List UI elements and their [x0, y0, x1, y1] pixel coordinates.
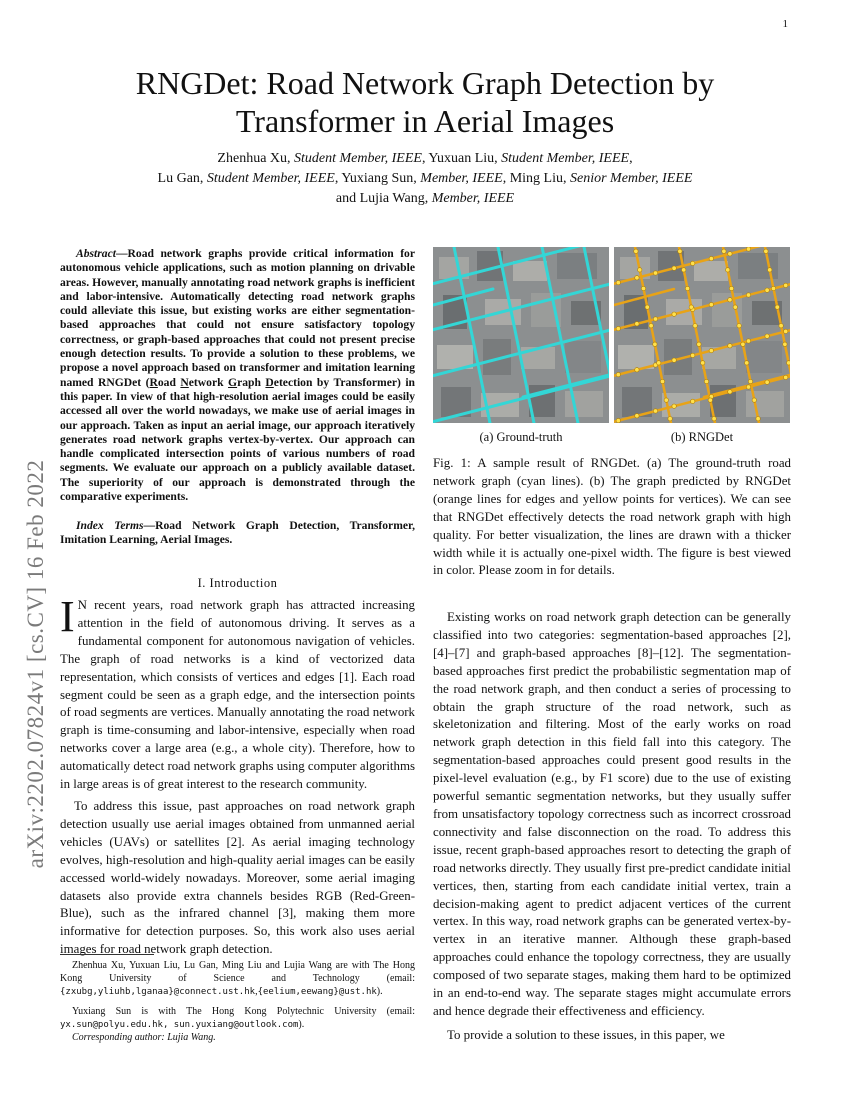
subcaption-b: (b) RNGDet [670, 430, 734, 444]
graph-vertex [691, 353, 695, 357]
aerial-image-ground-truth [433, 247, 609, 423]
graph-vertex [641, 286, 645, 290]
index-terms [60, 519, 415, 548]
graph-vertex [722, 249, 726, 253]
graph-vertex [701, 361, 705, 365]
graph-vertex [672, 358, 676, 362]
author-name: Zhenhua Xu [217, 151, 288, 166]
graph-vertex [660, 379, 664, 383]
footnote-affiliation-2: Yuxiang Sun is with The Hong Kong Polytechnic University (email: yx.sun@polyu.edu.hk, sun.yuxiang@outlook.com). [60, 1006, 415, 1030]
graph-vertex [691, 399, 695, 403]
title-line-2: Transformer in Aerial Images [235, 103, 615, 139]
intro-paragraph-2: To address this issue, past approaches on road network graph detection usually use aerial images obtained from unmanned aerial vehicles (UAVs) or satellites [2]. As aerial imaging technology evolves, high-resolution and high-quality aerial images can be easily accessed world-widely nowadays. Moreover, some aerial imaging datasets also provide extra channels besides RGB (Red-Green-Blue), such as the infrared channel [3], making them more informative for detection purposes. So, this work also uses aerial images for road network graph detection. [60, 799, 415, 957]
graph-vertex [745, 361, 749, 365]
intro-paragraph-1: I N recent years, road network graph has attracted increasing attention in the field of autonomous driving. It serves as a fundamental component for autonomous navigation of vehicles. The graph of road networks is a kind of vectorized data representation, which consists of vertices and edges [1]. Each road segment could be seen as a graph edge, and the intersection points of road segments are vertices. Manually annotating the road network graph is time-consuming and labor-intensive, especially when road networks cover a large area (e.g., a whole city). Therefore, how to automatically detect road network graphs using computer algorithms in large areas is of great interest to the research community. [60, 592, 415, 792]
graph-vertex [787, 361, 791, 365]
graph-vertex [697, 342, 701, 346]
graph-vertex [756, 417, 760, 421]
graph-vertex [638, 268, 642, 272]
graph-vertex [775, 305, 779, 309]
author-name: Yuxiang Sun [341, 171, 414, 186]
author-role: Senior Member, IEEE [569, 171, 693, 186]
graph-vertex [635, 276, 639, 280]
graph-vertex [712, 417, 716, 421]
graph-vertex [682, 268, 686, 272]
author-name: Yuxuan Liu [428, 151, 495, 166]
abstract-text: —Road network graphs provide critical information for autonomous vehicle applications, such as motion planning on drivable areas. However, manually annotating road network graphs is inefficient and labor-intensive. Automatically detecting road network graphs could alleviate this issue, but existing works are either segmentation-based approaches that could not ensure satisfactory topology correctness, or graph-based approaches that could not present precise enough detection results. To provide a solution to these problems, we propose a novel approach based on transformer and imitation learning named RNGDet ( [60, 247, 415, 389]
graph-vertex [771, 286, 775, 290]
graph-vertex [729, 286, 733, 290]
graph-vertex [726, 268, 730, 272]
arxiv-id: arXiv:2202.07824v1 [cs.CV] 16 Feb 2022 [23, 459, 48, 869]
graph-vertex [748, 379, 752, 383]
graph-vertex [645, 305, 649, 309]
author-role: Member, IEEE [431, 191, 515, 206]
graph-vertex [728, 390, 732, 394]
graph-vertex [635, 414, 639, 418]
index-terms-text: —Road Network Graph Detection, Transformer, Imitation Learning, Aerial Images. [60, 519, 415, 547]
author-name: Lu Gan [157, 171, 200, 186]
graph-vertex [728, 344, 732, 348]
graph-vertex [709, 348, 713, 352]
index-terms-label: Index Terms [76, 519, 144, 532]
author-role: Student Member, IEEE [501, 151, 630, 166]
graph-vertex [765, 288, 769, 292]
footnote-corresponding: Corresponding author: Lujia Wang. [72, 1032, 216, 1043]
author-name: and Lujia Wang [335, 191, 425, 206]
author-line-2: Lu Gan, Student Member, IEEE, Yuxiang Sun, Member, IEEE, Ming Liu, Senior Member, IEEE [157, 171, 693, 186]
author-role: Member, IEEE [420, 171, 503, 186]
author-line-1: Zhenhua Xu, Student Member, IEEE, Yuxuan Liu, Student Member, IEEE, [217, 151, 633, 166]
figure-ground-truth-image [433, 247, 609, 423]
graph-vertex [746, 339, 750, 343]
aerial-image-prediction [614, 247, 790, 423]
abstract-label: Abstract [76, 247, 116, 260]
graph-vertex [765, 380, 769, 384]
graph-vertex [693, 324, 697, 328]
graph-vertex [635, 322, 639, 326]
graph-vertex [746, 293, 750, 297]
graph-vertex [709, 302, 713, 306]
abstract-text-cont: by Transformer) in this paper. In view of that high-resolution aerial images could be easily accessed all over the world nowadays, we make use of aerial images in our approach. Taken as input an aerial image, our approach iteratively generates road network graphs vertex-by-vertex. Our approach can handle complicated intersection points of various numbers of road segments. We evaluate our approach on a publicly available dataset. The superiority of our approach is demonstrated through the comparative experiments. [60, 375, 416, 504]
graph-vertex [634, 249, 638, 253]
graph-vertex [616, 372, 620, 376]
section-heading: I. Introduction [197, 576, 278, 590]
graph-vertex [779, 324, 783, 328]
graph-vertex [668, 417, 672, 421]
graph-vertex [709, 256, 713, 260]
right-paragraph-2: To provide a solution to these issues, in this paper, we [447, 1028, 725, 1042]
graph-vertex [672, 312, 676, 316]
graph-vertex [664, 398, 668, 402]
graph-vertex [616, 280, 620, 284]
graph-vertex [733, 305, 737, 309]
graph-vertex [616, 418, 620, 422]
graph-vertex [783, 342, 787, 346]
graph-vertex [657, 361, 661, 365]
graph-vertex [649, 324, 653, 328]
graph-vertex [635, 368, 639, 372]
figure-caption: Fig. 1: A sample result of RNGDet. (a) The ground-truth road network graph (cyan lines). (b) The graph predicted by RNGDet (orange lines for edges and yellow points for vertices). We can see that RNGDet effectively detects the road network graph with high quality. For better visualization, the lines are drawn with a thicker width while it is actually one-pixel width. The figure is best viewed in color. Please zoom in for details. [433, 456, 791, 578]
graph-vertex [784, 283, 788, 287]
graph-vertex [653, 409, 657, 413]
author-list [70, 149, 780, 209]
footnote-rule [60, 954, 154, 955]
email: yx.sun@polyu.edu.hk, sun.yuxiang@outlook.com [60, 1020, 299, 1030]
graph-vertex [746, 247, 750, 251]
drop-cap: I [60, 592, 75, 641]
graph-vertex [653, 342, 657, 346]
graph-vertex [784, 329, 788, 333]
author-role: Student Member, IEEE [206, 171, 335, 186]
graph-vertex [653, 317, 657, 321]
page-number: 1 [782, 18, 788, 30]
title-line-1: RNGDet: Road Network Graph Detection by [135, 65, 715, 101]
graph-vertex [689, 305, 693, 309]
graph-vertex [765, 334, 769, 338]
email: {zxubg,yliuhb,lganaa}@connect.ust.hk [60, 987, 256, 997]
graph-vertex [741, 342, 745, 346]
graph-vertex [691, 261, 695, 265]
graph-vertex [653, 271, 657, 275]
graph-vertex [784, 375, 788, 379]
abstract: Abstract—Road network graphs provide critical information for autonomous vehicle applications, such as motion planning on drivable areas. However, manually annotating road network graphs is inefficient and labor-intensive. Automatically detecting road network graphs could alleviate this issue, but existing works are either segmentation-based approaches that could not ensure satisfactory topology correctness, or graph-based approaches that could not present precise enough detection results. To provide a solution to these problems, we propose a novel approach based on transformer and imitation learning named RNGDet (Road Network Graph Detection by Transformer) in this paper. In view of that high-resolution aerial images could be easily accessed all over the world nowadays, we make use of aerial images in our approach. Taken as input an aerial image, our approach iteratively generates road network graphs vertex-by-vertex. Our approach can handle complicated intersection points of various numbers of road segments. We evaluate our approach on a publicly available dataset. The superiority of our approach is demonstrated through the comparative experiments. [60, 247, 416, 504]
graph-vertex [764, 249, 768, 253]
footnote-affiliation-1: Zhenhua Xu, Yuxuan Liu, Lu Gan, Ming Liu and Lujia Wang are with The Hong Kong University of Science and Technology (email: {zxubg,yliuhb,lganaa}@connect.ust.hk,{eelium,eewang}@ust.hk). [60, 960, 415, 997]
subcaption-a: (a) Ground-truth [479, 430, 563, 444]
graph-vertex [672, 404, 676, 408]
graph-vertex [685, 286, 689, 290]
graph-vertex [746, 385, 750, 389]
graph-vertex [737, 324, 741, 328]
right-paragraph-1: Existing works on road network graph detection can be generally classified into two categories: segmentation-based approaches [2], [4]–[7] and graph-based approaches [8]–[12]. The segmentation-based approaches first predict the probabilistic segmentation map of the road network graph, and then conduct a series of processing to obtain the graph structure of the road network, such as skeletonization and filtering. Most of the early works on road network graph detection in this field fall into this category. The segmentation-based approaches could present good results in the pixel-level evaluation (e.g., by F1 score) due to the use of existing powerful semantic segmentation networks, but they usually suffer from unsatisfactory topology correctness such as incorrect crossroad connectivity and false disconnection on the road. To address this issue, recent graph-based approaches resort to detecting the graph of road networks directly. They usually first pre-predict candidate initial vertices, then, starting from each candidate initial vertex, train a decision-making agent to predict adjacent vertices of the current vertex. In this way, road network graphs can be generated vertex-by-vertex in an iterative manner. Although these graph-based approaches could enhance the topology correctness, they are usually composed of two separate stages, making them hard to be optimized in an end-to-end way. The separate stages might accumulate errors and hence degrade their effectiveness and efficiency. [433, 610, 791, 1018]
graph-vertex [616, 326, 620, 330]
author-name: Ming Liu [509, 171, 563, 186]
graph-vertex [672, 266, 676, 270]
graph-vertex [678, 249, 682, 253]
graph-vertex [728, 252, 732, 256]
graph-vertex [752, 398, 756, 402]
graph-vertex [728, 298, 732, 302]
graph-vertex [704, 379, 708, 383]
paper-title [60, 64, 790, 140]
graph-vertex [708, 398, 712, 402]
figure-rngdet-image [614, 247, 790, 423]
email: {eelium,eewang}@ust.hk [257, 987, 377, 997]
graph-vertex [768, 268, 772, 272]
author-role: Student Member, IEEE [294, 151, 422, 166]
author-line-3: and Lujia Wang, Member, IEEE [335, 191, 515, 206]
